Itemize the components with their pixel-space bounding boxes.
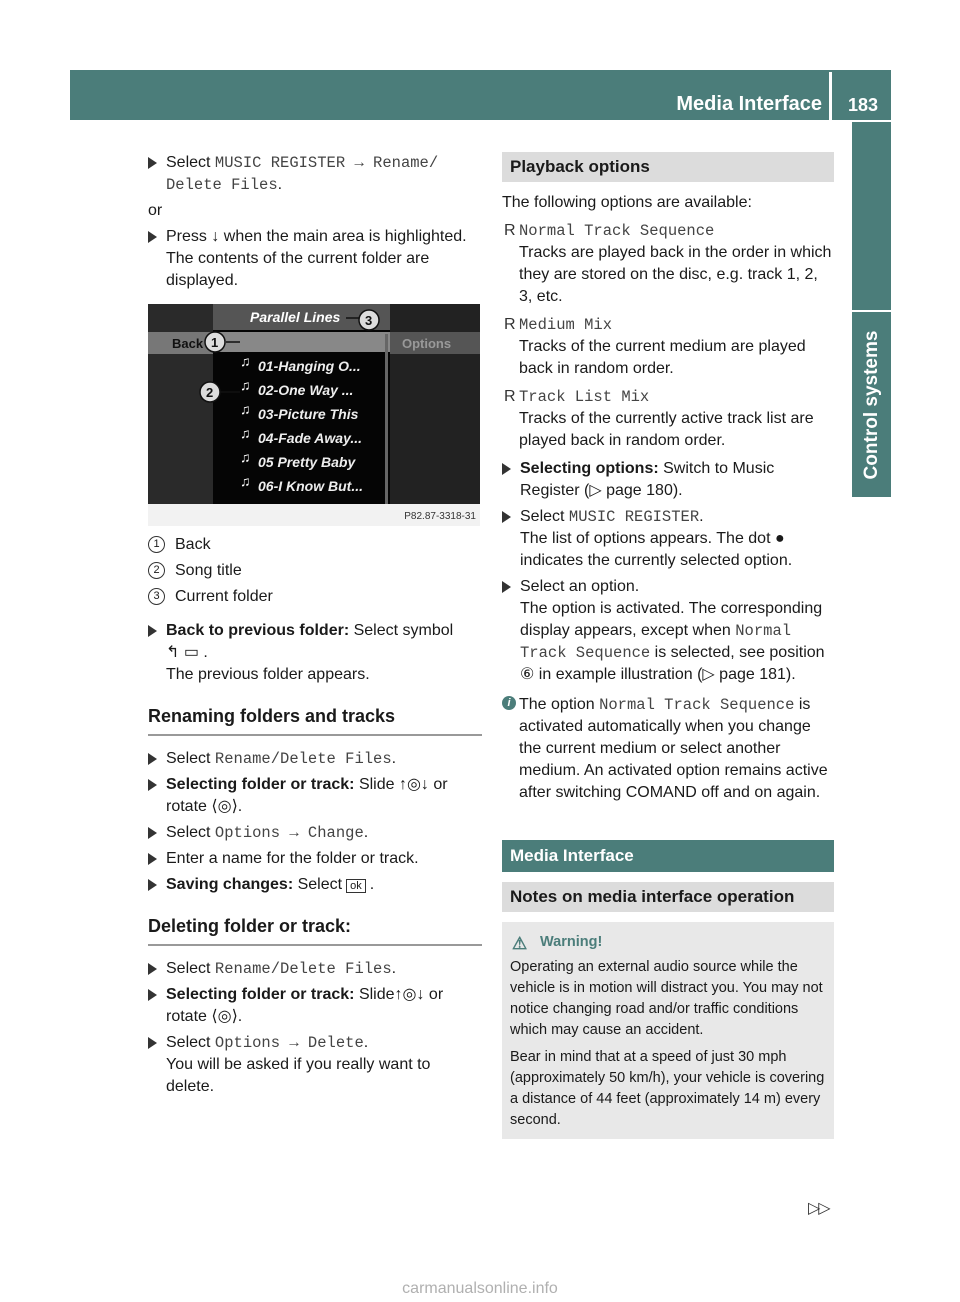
playback-intro: The following options are available: [502,194,752,211]
right-column [502,152,834,1139]
warning-box [502,922,834,1139]
delete-step-2: Selecting folder or track: Slide↑◎↓ or rotate ⟨◎⟩. [148,984,482,1028]
step-arrow-icon [148,231,157,243]
or-text: or [148,202,163,219]
track-item: 03-Picture This [258,406,359,422]
step-arrow-icon [148,963,157,975]
header-divider [829,72,832,120]
step-arrow-icon [148,625,157,637]
callout-3-number: 3 [365,313,373,328]
step-selecting-options: Selecting options: Switch to Music Register (▷ page 180). [502,458,834,502]
step-arrow-icon [148,879,157,891]
rename-step-2: Selecting folder or track: Slide ↑◎↓ or rotate ⟨◎⟩. [148,774,482,818]
step-arrow-icon [148,853,157,865]
step-arrow-icon [148,779,157,791]
step-arrow-icon [148,989,157,1001]
step-press: Press ↓ when the main area is highlighted. The contents of the current folder are displayed. [148,226,482,292]
option-normal: R Normal Track Sequence Tracks are played back in the order in which they are stored on the disc, e.g. track 1, 2, 3, etc. [504,222,832,305]
track-item: 02-One Way ... [258,382,354,398]
side-tab-top [852,122,891,310]
rename-step-3: Select Options → Change. [148,822,482,844]
step-select-option: Select an option. The option is activated. The corresponding display appears, except when Normal Track Sequence is selected, see position ⑥ in example illustration (▷ page 181). [502,576,834,686]
bullet-icon: R [504,388,516,405]
folder-name: Parallel Lines [250,309,341,325]
page-number: 183 [847,95,879,115]
track-item: 01-Hanging O... [258,358,361,374]
bullet-icon: R [504,222,516,239]
callout-back: 1 Back [148,534,482,556]
page-title: Media Interface [676,93,822,115]
callout-1-number: 1 [211,335,219,350]
track-note-icon: ♫ [240,377,251,393]
bullet-icon: R [504,316,516,333]
back-label: Back [172,336,204,351]
track-note-icon: ♫ [240,449,251,465]
track-note-icon: ♫ [240,425,251,441]
step-arrow-icon [148,827,157,839]
track-note-icon: ♫ [240,473,251,489]
track-note-icon: ♫ [240,353,251,369]
playback-heading: Playback options [502,152,834,182]
info-note: i The option Normal Track Sequence is activated automatically when you change the current medium or select another medium. An activated option remains active after switching COMAND off and on again. [502,694,834,804]
step-arrow-icon [502,581,511,593]
media-interface-heading: Media Interface [502,840,834,872]
rename-step-5: Saving changes: Select ok . [148,874,482,896]
watermark: carmanualsonline.info [402,1280,558,1297]
comand-screenshot [148,304,480,526]
warning-paragraph-1: Operating an external audio source while the vehicle is in motion will distract you. You may not notice changing road and/or traffic conditions which may cause an accident. [510,959,823,1038]
rename-step-1: Select Rename/Delete Files. [148,748,482,770]
ok-icon: ok [346,879,366,893]
option-track-list-mix: R Track List Mix Tracks of the currently active track list are played back in random order. [504,388,814,449]
step-arrow-icon [502,511,511,523]
notes-heading: Notes on media interface operation [502,882,834,912]
track-note-icon: ♫ [240,401,251,417]
callout-song-title: 2 Song title [148,560,482,582]
figure-code: P82.87-3318-31 [404,511,476,522]
step-select-music-register: Select MUSIC REGISTER. The list of options appears. The dot ● indicates the currently selected option. [502,506,834,572]
delete-step-1: Select Rename/Delete Files. [148,958,482,980]
step-select-rename: Select MUSIC REGISTER → Rename/ Delete Files. [148,152,482,196]
step-arrow-icon [148,157,157,169]
option-medium-mix: R Medium Mix Tracks of the current medium are played back in random order. [504,316,806,377]
options-label: Options [402,336,452,351]
delete-step-3: Select Options → Delete. You will be asked if you really want to delete. [148,1032,482,1098]
track-item: 05 Pretty Baby [258,454,356,470]
track-item: 04-Fade Away... [258,430,363,446]
step-arrow-icon [148,753,157,765]
warning-icon: ⚠ [512,934,528,953]
step-back-folder: Back to previous folder: Select symbol ↰ ▭ . The previous folder appears. [148,620,482,686]
step-arrow-icon [148,1037,157,1049]
step-arrow-icon [502,463,511,475]
renaming-heading: Renaming folders and tracks [148,704,482,736]
left-column [148,152,482,1102]
side-tab-label: Control systems [861,330,882,480]
track-item: 06-I Know But... [258,478,363,494]
warning-title: ⚠ Warning! [512,934,603,953]
info-icon: i [502,696,516,710]
comand-display [148,304,480,526]
callout-current-folder: 3 Current folder [148,586,482,608]
rename-step-4: Enter a name for the folder or track. [148,848,482,870]
deleting-heading: Deleting folder or track: [148,914,482,946]
warning-paragraph-2: Bear in mind that at a speed of just 30 mph (approximately 50 km/h), your vehicle is covering a distance of 44 feet (approximately 14 m) every second. [510,1049,825,1128]
next-page-icon: ▷▷ [808,1200,829,1217]
back-folder-icon: ↰ ▭ [166,644,199,661]
callout-2-number: 2 [206,385,214,400]
